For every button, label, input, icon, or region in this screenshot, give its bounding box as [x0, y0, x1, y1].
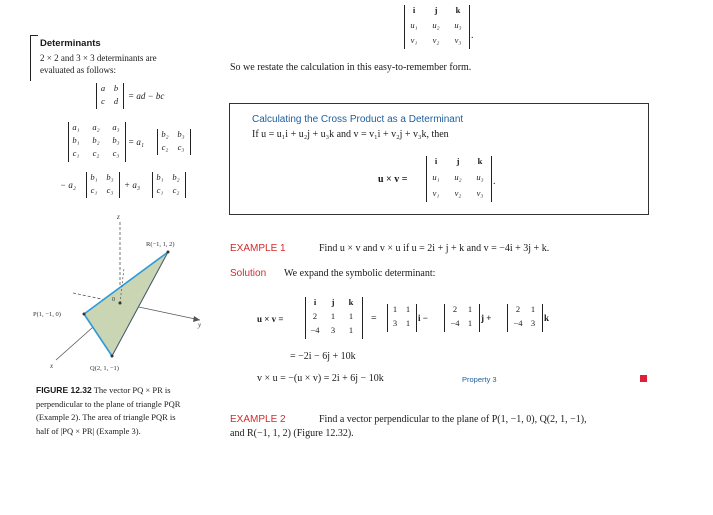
det-cell: j — [434, 5, 438, 15]
property-3-note: Property 3 — [462, 375, 497, 384]
det-cell: c₁ — [90, 185, 98, 195]
det-cell: c₁ — [72, 148, 80, 158]
example1-statement: Find u × v and v × u if u = 2i + j + k and v = −4i + 3j + k. — [319, 243, 550, 254]
det-cell: u₂ — [432, 20, 440, 30]
det-cell: c₃ — [106, 185, 114, 195]
det-cell: v₃ — [476, 188, 484, 198]
ex1-j-symbol: j + — [481, 313, 492, 323]
solution-label: Solution — [230, 268, 267, 279]
det-cell: u₁ — [432, 172, 440, 182]
det-cell: v₂ — [454, 188, 462, 198]
det-cell: 1 — [348, 325, 354, 335]
det-cell: c₂ — [172, 185, 180, 195]
det-cell: b₃ — [106, 172, 114, 182]
det-cell: u₃ — [454, 20, 462, 30]
det-cell: c₁ — [156, 185, 164, 195]
det-cell: k — [348, 297, 354, 307]
det-cell: b — [113, 83, 119, 93]
minor1-prefix: = a₁ — [128, 137, 144, 147]
sidebar-heading: Determinants — [40, 38, 101, 49]
det-minor-1 — [157, 129, 191, 155]
ex1-minor-3 — [507, 304, 543, 332]
top-det-period: . — [471, 30, 474, 41]
det-cell: 1 — [392, 304, 398, 314]
det-cell: 1 — [467, 304, 473, 314]
det-cell: j — [456, 156, 460, 166]
det-cell: b₂ — [172, 172, 180, 182]
ex1-result: = −2i − 6j + 10k — [290, 351, 356, 362]
restate-text: So we restate the calculation in this easy-to-remember form. — [230, 62, 472, 73]
det-cell: 3 — [530, 318, 536, 328]
sidebar-rule — [30, 35, 31, 81]
det-cell: 3 — [330, 325, 336, 335]
figure-12-32 — [28, 210, 218, 380]
example1-label: EXAMPLE 1 — [230, 243, 286, 254]
label-q: Q(2, 1, −1) — [90, 365, 119, 372]
det2-result: = ad − bc — [128, 91, 165, 101]
det-cell: c₃ — [112, 148, 120, 158]
sidebar-intro-1: 2 × 2 and 3 × 3 determinants are — [40, 53, 157, 63]
ex1-minor-2 — [444, 304, 480, 332]
det-cell: a — [100, 83, 106, 93]
minor3-prefix: + a₃ — [124, 180, 140, 190]
caption-line-1: The vector PQ × PR is — [93, 385, 171, 395]
det-cell: b₃ — [177, 129, 185, 139]
det-cell: b₃ — [112, 135, 120, 145]
ex1-eq: = — [371, 313, 377, 324]
end-of-example-marker — [640, 375, 647, 382]
det-cell: b₂ — [92, 135, 100, 145]
caption-line-4: half of |PQ × PR| (Example 3). — [36, 425, 141, 436]
det-cell: 1 — [405, 318, 411, 328]
box-text: If u = u₁i + u₂j + u₃k and v = v₁i + v₂j + v₃k, then — [252, 129, 449, 140]
det-minor-2 — [86, 172, 120, 198]
det-cell: v₁ — [410, 35, 418, 45]
det-cell: d — [113, 96, 119, 106]
solution-text: We expand the symbolic determinant: — [284, 268, 436, 279]
det-cell: u₁ — [410, 20, 418, 30]
caption-title: FIGURE 12.32 — [36, 385, 92, 395]
box-det-period: . — [493, 176, 496, 187]
label-z: z — [117, 213, 120, 221]
det-cell: k — [477, 156, 483, 166]
det-cell: c₂ — [161, 142, 169, 152]
det-cell: i — [313, 297, 317, 307]
det-cell: 2 — [452, 304, 458, 314]
caption-line-2: perpendicular to the plane of triangle PQR — [36, 398, 181, 409]
det-cell: u₃ — [476, 172, 484, 182]
det-cell: a₂ — [92, 122, 100, 132]
det-cell: c₃ — [177, 142, 185, 152]
box-determinant — [426, 156, 492, 202]
det-cell: 2 — [312, 311, 318, 321]
det-cell: k — [455, 5, 461, 15]
top-determinant — [404, 5, 470, 49]
det-cell: b₁ — [156, 172, 164, 182]
label-p: P(1, −1, 0) — [33, 311, 61, 318]
det-cell: c — [101, 96, 105, 106]
figure-caption — [36, 384, 226, 438]
det-cell: a₃ — [112, 122, 120, 132]
det-cell: i — [412, 5, 416, 15]
det-cell: 1 — [348, 311, 354, 321]
det-cell: 1 — [467, 318, 473, 328]
det-cell: −4 — [310, 325, 320, 335]
det-cell: −4 — [513, 318, 523, 328]
det-2x2 — [96, 83, 124, 109]
det-cell: v₁ — [432, 188, 440, 198]
ex1-i-symbol: i − — [418, 313, 428, 323]
det-minor-3 — [152, 172, 186, 198]
det-3x3 — [68, 122, 126, 162]
det-cell: b₂ — [161, 129, 169, 139]
box-lhs: u × v = — [378, 174, 408, 185]
det-cell: b₁ — [72, 135, 80, 145]
ex1-lhs: u × v = — [257, 314, 284, 324]
label-x: x — [50, 362, 54, 370]
box-title: Calculating the Cross Product as a Determinant — [252, 114, 464, 125]
det-cell: 1 — [330, 311, 336, 321]
det-cell: a₁ — [72, 122, 80, 132]
det-cell: 1 — [530, 304, 536, 314]
ex1-k-symbol: k — [544, 313, 550, 323]
det-cell: −4 — [450, 318, 460, 328]
det-cell: 1 — [405, 304, 411, 314]
minor2-prefix: − a₂ — [60, 180, 76, 190]
ex1-minor-1 — [387, 304, 417, 332]
label-y: y — [198, 321, 202, 329]
det-cell: b₁ — [90, 172, 98, 182]
det-cell: c₂ — [92, 148, 100, 158]
det-cell: u₂ — [454, 172, 462, 182]
sidebar-intro-2: evaluated as follows: — [40, 65, 116, 75]
det-cell: 2 — [515, 304, 521, 314]
det-cell: i — [434, 156, 438, 166]
det-cell: j — [331, 297, 335, 307]
caption-line-3: (Example 2). The area of triangle PQR is — [36, 412, 176, 422]
det-cell: v₃ — [454, 35, 462, 45]
det-cell: v₂ — [432, 35, 440, 45]
label-origin: 0 — [112, 297, 115, 303]
example2-label: EXAMPLE 2 — [230, 414, 286, 425]
sidebar-rule-top — [30, 35, 38, 36]
det-cell: 3 — [392, 318, 398, 328]
label-r: R(−1, 1, 2) — [146, 241, 175, 248]
ex1-determinant — [305, 297, 363, 339]
example2-line2: and R(−1, 1, 2) (Figure 12.32). — [230, 428, 354, 439]
ex1-line2: v × u = −(u × v) = 2i + 6j − 10k — [257, 373, 384, 384]
example2-line1: Find a vector perpendicular to the plane of P(1, −1, 0), Q(2, 1, −1), — [319, 414, 587, 425]
